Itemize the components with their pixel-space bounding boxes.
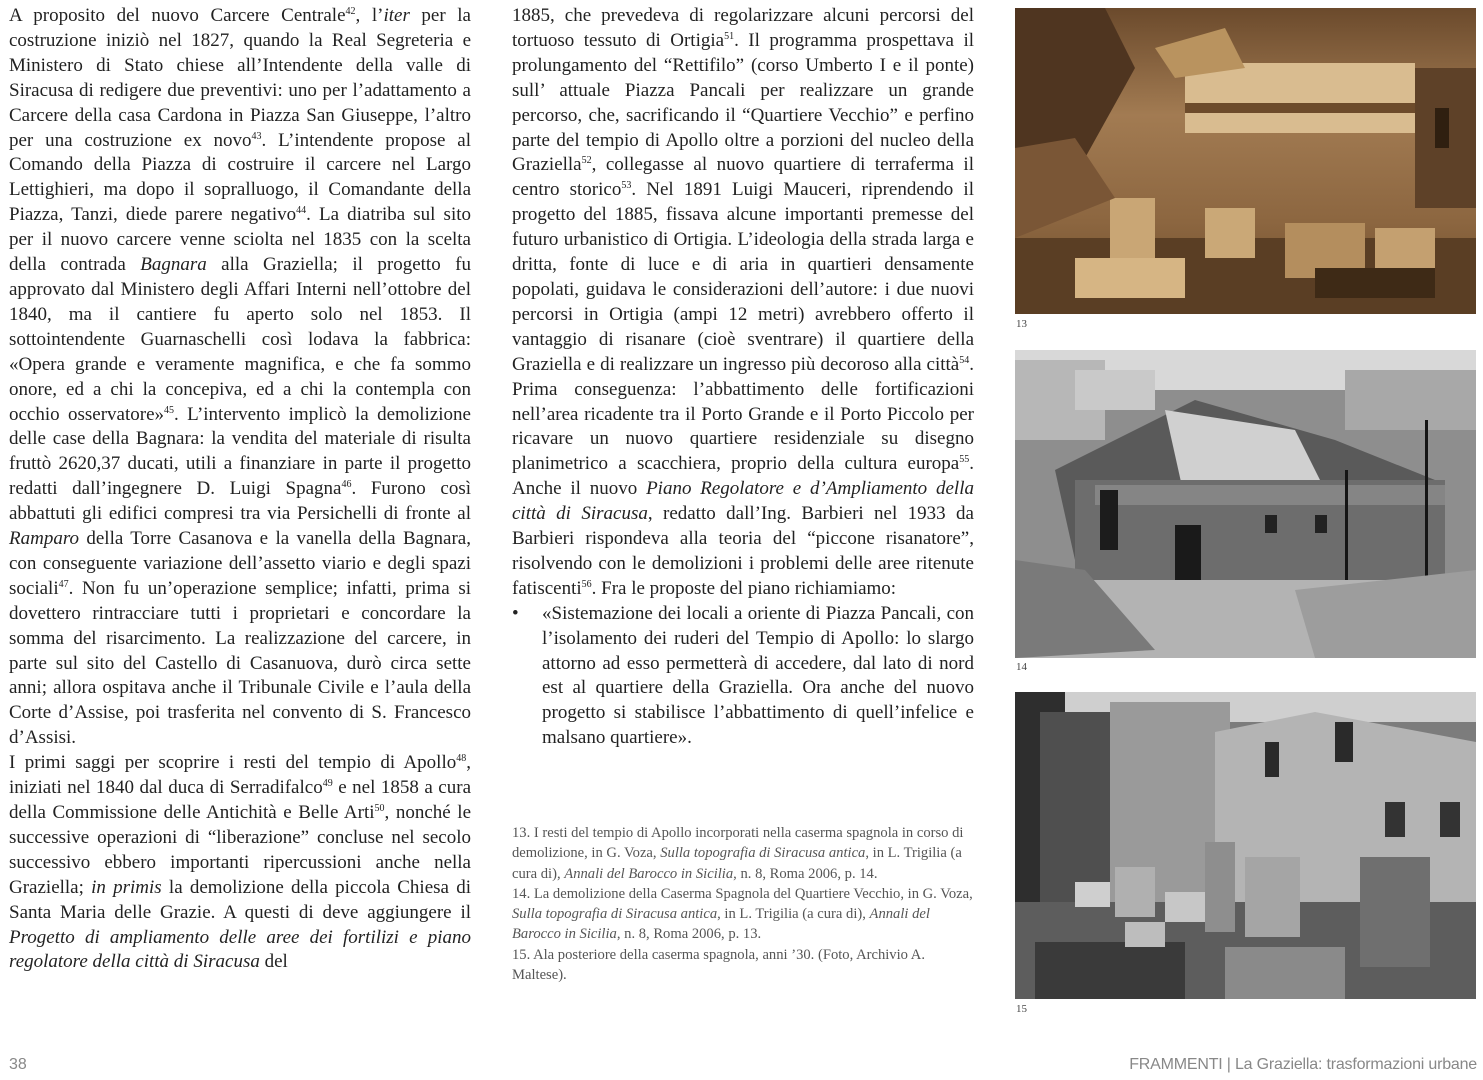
figure-number-13: 13	[1016, 318, 1027, 330]
footnote-ref: 48	[456, 753, 467, 765]
figure-number-14: 14	[1016, 661, 1027, 673]
photo-13-temple-ruins	[1015, 8, 1476, 314]
italic-text: in primis	[91, 876, 162, 898]
footnote-ref: 43	[251, 130, 262, 142]
caption-14: 14. La demolizione della Caserma Spagnola del Quartiere Vecchio, in G. Voza, Sulla topografia di Siracusa antica, in L. Trigilia (a cura di), Annali del Barocco in Sicilia, n. 8, Roma 2006, p. 13.	[512, 885, 973, 943]
italic-text: Bagnara	[140, 254, 207, 276]
footnote-ref: 46	[341, 479, 352, 491]
footnote-ref: 56	[581, 578, 592, 590]
figure-number-15: 15	[1016, 1003, 1027, 1015]
bullet-marker: •	[512, 602, 519, 624]
photo-15-barracks-rear-wing	[1015, 692, 1476, 999]
page-number: 38	[9, 1056, 27, 1073]
figure-captions	[512, 823, 974, 985]
paragraph: A proposito del nuovo Carcere Centrale$^{42}$, l’iter per la costruzione iniziò nel 1827, quando la Real Segreteria e Ministero di Stato chiese all’Intendente della valle di Siracusa di redigere due preventivi: uno per l’adattamento a Carcere della casa Cardona in Piazza San Giuseppe, l’altro per una costruzione ex novo$^{43}$. L’intendente propose al Comando della Piazza di costruire il carcere nel Largo Lettighieri, ma dopo il sopralluogo, il Comandante della Piazza, Tanzi, diede parere negativo$^{44}$. La diatriba sul sito per il nuovo carcere venne sciolta nel 1835 con la scelta della contrada Bagnara alla Graziella; il progetto fu approvato dal Ministero degli Affari Interni nell’ottobre del 1840, ma il cantiere fu aperto solo nel 1853. Il sottointendente Guarnaschelli così lodava la fabbrica: «Opera grande e veramente magnifica, e che fa sommo onore, ed a chi la concepiva, ed a chi la contempla con occhio osservatore»$^{45}$. L’intervento implicò la demolizione delle case della Bagnara: la vendita del materiale di risulta fruttò 2620,37 ducati, utili a finanziare in parte il progetto redatti dall’ingegnere D. Luigi Spagna$^{46}$. Furono così abbattuti gli edifici compresi tra via Persichelli di fronte al Ramparo della Torre Casanova e la vanella della Bagnara, con conseguente variazione dell’assetto viario e degli spazi sociali$^{47}$. Non fu un’operazione semplice; infatti, prima si dovettero rintracciare tutti i proprietari e concordare la somma del risarcimento. La realizzazione del carcere, in parte sul sito del Castello di Casanuova, durò circa sette anni; allora ospitava anche il Tribunale Civile e l’aula della Corte d’Assise, poi trasferita nel convento di S. Francesco d’Assisi.	[9, 5, 471, 749]
footnote-ref: 53	[621, 180, 632, 192]
footnote-ref: 44	[296, 205, 307, 217]
text-column-left	[9, 4, 471, 975]
bullet-quote	[512, 602, 974, 751]
footnote-ref: 50	[374, 803, 385, 814]
text-column-middle	[512, 4, 974, 751]
italic-text: Annali del Barocco in Sicilia	[512, 906, 930, 943]
italic-text: Sulla topografia di Siracusa antica	[512, 906, 718, 923]
italic-text: Sulla topografia di Siracusa antica	[660, 845, 866, 862]
caption-15: 15. Ala posteriore della caserma spagnola, anni ’30. (Foto, Archivio A. Maltese).	[512, 946, 925, 984]
footnote-ref: 47	[58, 578, 69, 590]
footnote-ref: 45	[164, 404, 174, 416]
footnote-ref: 51	[724, 30, 735, 42]
paragraph: I primi saggi per scoprire i resti del tempio di Apollo$^{48}$, iniziati nel 1840 dal duca di Serradifalco$^{49}$ e nel 1858 a cura della Commissione delle Antichità e Belle Arti$^{50}$, nonché le successive operazioni di “liberazione” concluse nel secolo successivo ebbero importanti ripercussioni anche nella Graziella; in primis la demolizione della piccola Chiesa di Santa Maria delle Grazie. A questi di deve aggiungere il Progetto di ampliamento delle aree dei fortilizi e piano regolatore della città di Siracusa del	[9, 752, 471, 973]
caption-13: 13. I resti del tempio di Apollo incorporati nella caserma spagnola in corso di demolizione, in G. Voza, Sulla topografia di Siracusa antica, in L. Trigilia (a cura di), Annali del Barocco in Sicilia, n. 8, Roma 2006, p. 14.	[512, 825, 964, 882]
bullet-text: «Sistemazione dei locali a oriente di Piazza Pancali, con l’isolamento dei ruderi del Tempio di Apollo: lo slargo attorno ad esso permetterà di accedere, dal lato di nord est al quartiere della Graziella. Ora anche del nuovo progetto si stabilisce l’abbattimento di quell’infelice e malsano quartiere».	[542, 602, 974, 749]
paragraph: 1885, che prevedeva di regolarizzare alcuni percorsi del tortuoso tessuto di Ortigia$^{51}$. Il programma prospettava il prolungamento del “Rettifilo” (corso Umberto I e il ponte) sull’ attuale Piazza Pancali per realizzare un grande percorso, che, sacrificando il “Quartiere Vecchio” e perfino parte del tempio di Apollo oltre a porzioni del nucleo della Graziella$^{52}$, collegasse al nuovo quartiere di terraferma il centro storico$^{53}$. Nel 1891 Luigi Mauceri, riprendendo il progetto del 1885, fissava alcune importanti premesse del futuro urbanistico di Ortigia. L’ideologia della strada larga e dritta, fonte di luce e di aria in quartieri densamente popolati, guidava le considerazioni dell’autore: i due nuovi percorsi in Ortigia (ampi 12 metri) avrebbero offerto il vantaggio di risanare (cioè sventrare) il quartiere della Graziella e di realizzare un ingresso più decoroso alla città$^{54}$. Prima conseguenza: l’abbattimento delle fortificazioni nell’area ricadente tra il Porto Grande e il Porto Piccolo per ricavare un nuovo quartiere residenziale su disegno planimetrico a scacchiera, proprio della cultura europa$^{55}$. Anche il nuovo Piano Regolatore e d’Ampliamento della città di Siracusa, redatto dall’Ing. Barbieri nel 1933 da Barbieri rispondeva alla teoria del “piccone risanatore”, risolvendo con le demolizioni i problemi delle aree ritenute fatiscenti$^{56}$. Fra le proposte del piano richiamiamo:	[512, 5, 974, 599]
italic-text: Progetto di ampliamento delle aree dei fortilizi e piano regolatore della città di Siracusa	[9, 926, 471, 973]
footnote-ref: 42	[345, 6, 356, 17]
italic-text: Ramparo	[9, 528, 80, 550]
italic-text: iter	[383, 5, 410, 26]
footnote-ref: 54	[959, 354, 970, 366]
italic-text: Piano Regolatore e d’Ampliamento della città di Siracusa	[512, 478, 974, 525]
footnote-ref: 49	[322, 778, 333, 790]
footnote-ref: 52	[581, 155, 592, 167]
photo-14-barracks-demolition	[1015, 350, 1476, 658]
footnote-ref: 55	[959, 454, 970, 466]
running-title: FRAMMENTI | La Graziella: trasformazioni urbane	[1129, 1056, 1477, 1073]
italic-text: Annali del Barocco in Sicilia	[564, 865, 734, 882]
